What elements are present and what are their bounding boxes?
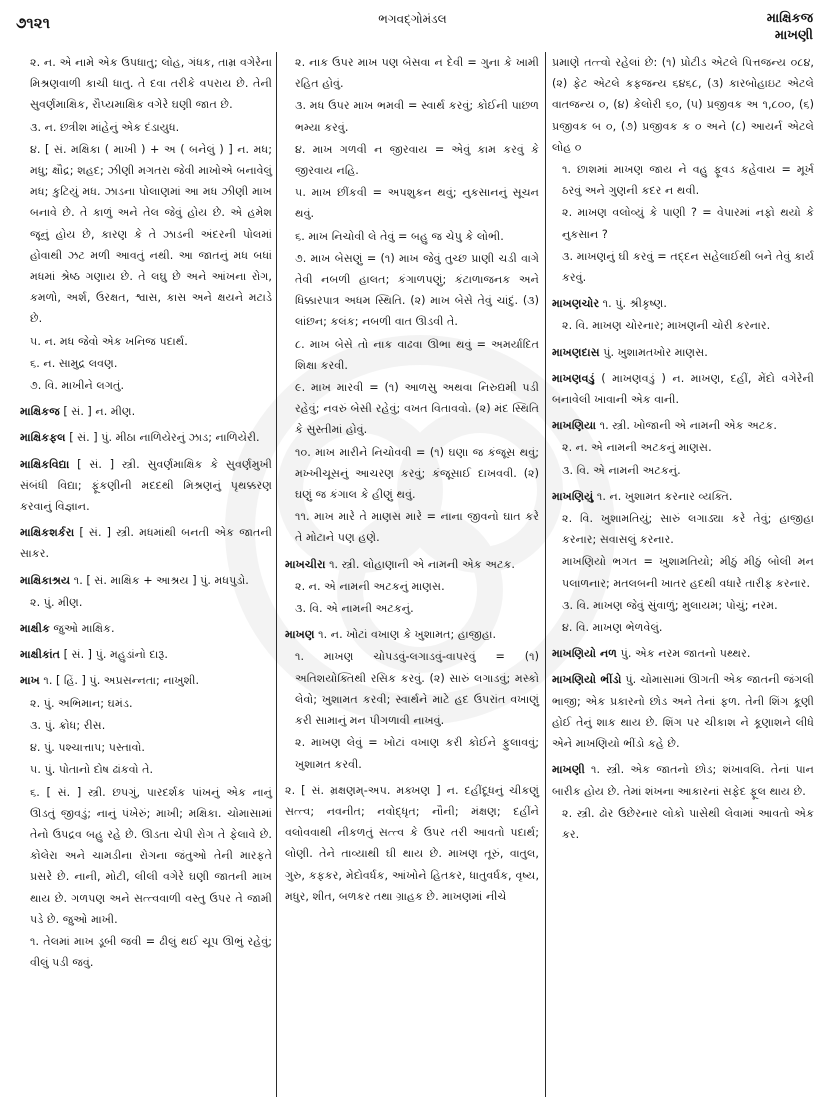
entry-sense: [20, 375, 272, 396]
definition-text: ૬. માખ નિચોવી લે તેવું = બહુ જ ચેપુ કે લોભી.: [295, 229, 504, 243]
entry-sense: [285, 598, 539, 619]
dictionary-entry: [285, 624, 539, 645]
definition-text: ૨. ન. એ નામે એક ઉપધાતુ; લોહ, ગંધક, તામ્ર વગેરેના મિશ્રણવાળી કાચી ધાતુ. તે દવા તરીકે વપરાય છે. તેની સુવર્ણમાક્ષિક, રૌપ્યમાક્ષિક વગેરે ઘણી જાત છે.: [30, 56, 272, 112]
definition-text: ૨. વિ. માખણ ચોરનાર; માખણની ચોરી કરનાર.: [562, 319, 771, 333]
definition-text: ૧. છાશમાં માખણ જાય ને વહુ ફૂવડ કહેવાય = મૂર્ખ ઠરવું અને ગુણની કદર ન થવી.: [562, 163, 814, 198]
headword: માખણી: [552, 763, 585, 777]
definition-text: ૪. [ સં. મક્ષિકા ( માખી ) + અ ( બનેલું ) ] ન. મધ; મધુ; ક્ષૌદ્ર; શહદ; ઝીણી મગતરા જેવી માખોએ બનાવેલું મધ; કુટિયું મધ. ઝાડના પોલાણમાં આ મધ ઝીણી માખ બનાવે છે. તે કાળું અને તેલ જેવું હોય છે. એ હમેશ જૂનું હોય છે, કારણ કે તે ઝાડની અંદરની પોલમાં હોવાથી ઝટ મળી આવતું નથી. આ જાતનું મધ બધાં મધમાં શ્રેષ્ઠ ગણાય છે. તે લઘુ છે અને આંખના રોગ, કમળો, અર્શ, ઉરક્ષત, શ્વાસ, કાસ અને ક્ષયને મટાડે છે.: [30, 142, 272, 326]
definition-text: ( માખણવડું ) ન. માખણ, દહીં, મેંદો વગેરેની બનાવેલી ખાવાની એક વાની.: [552, 371, 814, 407]
definition-text: ૫. માખ છીંકવી = અપશુકન થવું; નુકસાનનું સૂચન થવું.: [295, 186, 539, 221]
definition-text: ૧. [ હિં. ] પું. અપ્રસન્નતા; નાખુશી.: [39, 674, 200, 688]
definition-text: ૩. માખણનું ઘી કરવું = તદ્દન સહેલાઈથી બને તેવું કાર્ય કરવું.: [562, 249, 814, 285]
definition-text: ૨. ન. એ નામની અટકનું માણસ.: [562, 441, 712, 455]
definition-text: [ સં. ] ન. મીણ.: [59, 405, 136, 419]
entry-sense: [552, 595, 814, 616]
column-2: [285, 52, 539, 908]
definition-text: ૧. માખણ ચોપડવું-લગાડવું-વાપરવું = (૧) અતિશયોક્તિથી રસિક કરવું. (૨) સારું લગાડવું; મસ્કો લેવો; ખુશામત કરવી; સ્વાર્થને માટે હદ ઉપરાંત વખાણું કરી સામાનું મન પીગળાવી નાખવું.: [295, 650, 539, 728]
dictionary-entry: [552, 368, 814, 410]
definition-text: ૧. પું. શ્રીકૃષ્ણ.: [599, 297, 667, 311]
definition-text: ૨. પું. અભિમાન; ઘમંડ.: [30, 696, 133, 710]
entry-sense: [20, 715, 272, 736]
entry-sense: [285, 506, 539, 548]
entry-sense: [552, 315, 814, 336]
definition-text: ૪. પું. પશ્ચાત્તાપ; પસ્તાવો.: [30, 741, 145, 755]
headword: માક્ષીક: [20, 622, 50, 636]
entry-sense: [552, 551, 814, 593]
dictionary-entry: [20, 570, 272, 591]
entry-sense: [285, 226, 539, 247]
entry-sense: [552, 52, 814, 158]
definition-text: ૩. વિ. એ નામની અટકનું.: [295, 602, 414, 616]
entry-sense: [20, 737, 272, 758]
entry-sense: [20, 117, 272, 138]
headword: માક્ષિકશર્કરા: [20, 526, 75, 540]
definition-text: ૩. ન. છત્રીશ માંહેનું એક દંડાયુધ.: [30, 120, 180, 134]
entry-sense: [20, 139, 272, 330]
dictionary-entry: [285, 554, 539, 575]
headword: માખણિયા: [552, 419, 597, 433]
headword: માક્ષિકજ: [20, 405, 60, 419]
guide-word-first: માક્ષિકજ: [766, 11, 813, 26]
entry-sense: [285, 182, 539, 224]
definition-text: ૨. માખણ વલોવ્યું કે પાણી ? = વેપારમાં નફો થયો કે નુકસાન ?: [562, 206, 814, 241]
definition-text: માખણિયો ભગત = ખુશામતિયો; મીઠું મીઠું બોલી મન પલાળનાર; મતલબની ખાતર હદથી વધારે તારીફ કરનાર.: [562, 555, 814, 590]
column-divider: [276, 52, 277, 1097]
definition-text: પું. ખુશામતખોર માણસ.: [599, 345, 708, 359]
dictionary-entry: [552, 643, 814, 664]
definition-text: ૨. પું. મીણ.: [30, 595, 83, 609]
entry-sense: [552, 617, 814, 638]
entry-sense: [20, 931, 272, 973]
headword: માખણદાસ: [552, 345, 600, 359]
guide-word-last: માખણી: [774, 28, 813, 43]
entry-sense: [20, 592, 272, 613]
definition-text: ૬. ન. સામુદ્ર લવણ.: [30, 356, 118, 370]
guide-words: [767, 10, 813, 44]
entry-sense: [285, 646, 539, 731]
entry-sense: [552, 508, 814, 550]
entry-sense: [20, 353, 272, 374]
definition-text: ૧. ન. ખુશામત કરનાર વ્યક્તિ.: [593, 489, 733, 503]
headword: માખચીરા: [285, 557, 326, 571]
entry-sense: [20, 759, 272, 780]
definition-text: [ સં. ] પું. મહુડાંનો દારૂ.: [60, 648, 168, 662]
headword: માખણિયું: [552, 489, 594, 503]
headword: માક્ષિકવિદ્યા: [20, 457, 70, 471]
headword: માક્ષીકાંત: [20, 648, 61, 662]
dictionary-entry: [20, 644, 272, 665]
entry-sense: [285, 52, 539, 94]
definition-text: ૨. વિ. ખુશામતિયું; સારું લગાડ્યા કરે તેવું; હાજીહા કરનાર; સવાસલું કરનાર.: [562, 512, 814, 547]
headword: માખણ: [285, 628, 315, 642]
definition-text: જુઓ માક્ષિક.: [49, 622, 115, 636]
definition-text: ૧. સ્ત્રી. લોહાણાની એ નામની એક અટક.: [325, 557, 515, 571]
headword: માખણિયો નળ: [552, 647, 618, 661]
headword: માખ: [20, 674, 40, 688]
definition-text: ૧. ન. ખોટાં વખાણ કે ખુશામત; હાજીહા.: [314, 628, 497, 642]
definition-text: ૧૦. માખ મારીને નિચોવવી = (૧) ઘણા જ કંજૂસ થવું; મખ્ખીચૂસનું આચરણ કરવું; કંજૂસાઈ દાખવવી. (૨) ઘણું જ કંગાલ કે હીણું થવું.: [295, 445, 539, 502]
dictionary-entry: [552, 486, 814, 507]
entry-sense: [552, 460, 814, 481]
definition-text: ૩. વિ. માખણ જેવું સુંવાળું; મુલાયમ; પોચું; નરમ.: [562, 598, 778, 612]
definition-text: [ સં. ] પું. મીઠા નાળિયેરનું ઝાડ; નાળિયેરી.: [65, 431, 260, 445]
definition-text: ૨. સ્ત્રી. ઢોર ઉછેરનાર લોકો પાસેથી લેવામાં આવતો એક કર.: [562, 806, 814, 841]
page-number: ૭૧૨૧: [16, 14, 50, 32]
entry-sense: [285, 377, 539, 441]
definition-text: ૭. માખ બેસણું = (૧) માખ જેવું તુચ્છ પ્રાણી ચડી વાગે તેવી નબળી હાલત; કંગાળપણું; કંટાળાજનક અને ધિક્કારપાત્ર અધમ સ્થિતિ. (૨) માખ બેસે તેવું ચાંદું. (૩) લાંછન; કલંક; નબળી વાત ઊડવી તે.: [295, 251, 539, 329]
entry-sense: [20, 331, 272, 352]
entry-sense: [20, 782, 272, 930]
column-1: [20, 52, 272, 974]
entry-sense: [20, 52, 272, 116]
entry-sense: [552, 246, 814, 288]
definition-text: ૨. નાક ઉપર માખ પણ બેસવા ન દેવી = ગુના કે ખામી રહિત હોવું.: [295, 56, 539, 91]
definition-text: ૨. [ સં. મ્રક્ષણમ્-અપ. મક્ખણ ] ન. દહીંદૂધનું ચીકણું સત્ત્વ; નવનીત; નવોદ્ધૃત; નૌની; મંક્ષણ; દહીંને વલોવવાથી નીકળતું સત્ત્વ કે ઉપર તરી આવતો પદાર્થ; લોણી. તેને તાવ્યાથી ઘી થાય છે. માખણ તૂરું, વાતુલ, ગુરુ, કફકર, મેદોવર્ધક, આંખોને હિતકર, ધાતુવર્ધક, વૃષ્ય, મધુર, શીત, બળકર તથા ગ્રાહક છે. માખણમાં નીચે: [285, 783, 539, 903]
entry-sense: [285, 95, 539, 137]
definition-text: ૨. માખણ લેવું = ખોટાં વખાણ કરી કોઈને ફુલાવવું; ખુશામત કરવી.: [295, 736, 539, 771]
entry-sense: [285, 576, 539, 597]
definition-text: ૨. ન. એ નામની અટકનું માણસ.: [295, 579, 445, 593]
definition-text: ૩. વિ. એ નામની અટકનું.: [562, 463, 681, 477]
dictionary-entry: [552, 415, 814, 436]
definition-text: ૮. માખ બેસે તો નાક વાઢવા ઊભા થવું = અમર્યાદિત શિક્ષા કરવી.: [295, 337, 539, 372]
entry-sense: [285, 442, 539, 506]
definition-text: ૬. [ સં. ] સ્ત્રી. છપગું, પારદર્શક પાંખનું એક નાનું ઊડતું જીવડું; નાનું પંખેરું; માખી; મક્ષિકા. ચોમાસામાં તેનો ઉપદ્રવ બહુ રહે છે. ઊડતા ચેપી રોગ તે ફેલાવે છે. કોલેરા અને ચામડીના રોગના જંતુઓ તેની મારફતે પ્રસરે છે. નાની, મોટી, લીલી વગેરે ઘણી જાતની માખ થાય છે. ગળપણ અને સત્ત્વવાળી વસ્તુ ઉપર તે જામી પડે છે. જુઓ માખી.: [30, 785, 272, 926]
column-3: [552, 52, 814, 846]
entry-sense: [552, 159, 814, 201]
headword: માખણિયો ભીંડો: [552, 673, 622, 687]
entry-sense: [552, 803, 814, 845]
dictionary-entry: [20, 427, 272, 448]
entry-sense: [552, 437, 814, 458]
definition-text: [ સં. ] સ્ત્રી. મધમાંથી બનતી એક જાતની સાકર.: [20, 526, 272, 561]
running-title: ભગવદ્ગોમંડલ: [378, 12, 447, 26]
definition-text: ૭. વિ. માખીને લગતું.: [30, 379, 125, 393]
dictionary-entry: [20, 401, 272, 422]
definition-text: ૫. ન. મધ જેવો એક ખનિજ પદાર્થ.: [30, 334, 188, 348]
entry-sense: [285, 248, 539, 333]
entry-sense: [552, 202, 814, 244]
definition-text: ૧. તેલમાં માખ ડૂબી જવી = ઢીલું થઈ ચૂપ ઊભું રહેવું; વીલું પડી જવું.: [30, 934, 272, 970]
definition-text: ૪. વિ. માખણ ભેળવેલું.: [562, 621, 663, 635]
dictionary-entry: [552, 293, 814, 314]
definition-text: ૧. સ્ત્રી. એક જાતનો છોડ; શંખાવલિ. તેનાં પાન બારીક હોય છે. તેમાં શંખના આકારનાં સફેદ ફૂલ થાય છે.: [552, 763, 814, 798]
definition-text: ૪. માખ ગળવી ન જીરવાય = એવું કામ કરવું કે જીરવાય નહિ.: [295, 142, 539, 178]
entry-sense: [285, 334, 539, 376]
dictionary-entry: [20, 670, 272, 691]
entry-sense: [285, 139, 539, 181]
definition-text: ૯. માખ મારવી = (૧) આળસુ અથવા નિરુદ્યમી પડી રહેવું; નવરું બેસી રહેવું; વખત વિતાવવો. (૨) મંદ સ્થિતિ કે સુસ્તીમાં હોવું.: [295, 381, 539, 437]
dictionary-entry: [20, 522, 272, 564]
definition-text: ૧. સ્ત્રી. ખોજાની એ નામની એક અટક.: [596, 419, 777, 433]
column-divider: [545, 52, 546, 1097]
headword: માક્ષિકાશ્રય: [20, 573, 71, 587]
definition-text: પું. ચોમાસામાં ઊગતી એક જાતની જંગલી ભાજી; એક પ્રકારનો છોડ અને તેનાં ફળ. તેની શિંગ કૂણી હોઈ તેનું શાક થાય છે. શિંગ પર ચીકાશ ને કૂણાશને લીધે એને માખણિયો ભીંડો કહે છે.: [552, 673, 814, 751]
dictionary-entry: [552, 759, 814, 801]
definition-text: પ્રમાણે તત્ત્વો રહેલાં છે: (૧) પ્રોટીડ એટલે પિત્તજન્ય ૦૮૪, (૨) ફેટ એટલે કફજન્ય ૬૪૬૮, (૩) કારબોહાઇટ એટલે વાતજન્ય ૦, (૪) કેલોરી ૬૦, (૫) પ્રજીવક અ ૧,૮૦૦, (૬) પ્રજીવક બ ૦, (૭) પ્રજીવક ક ૦ અને (૮) આયર્ન એટલે લોહ ૦: [552, 56, 814, 154]
definition-text: ૩. પું. ક્રોધ; રીસ.: [30, 718, 106, 732]
dictionary-entry: [552, 669, 814, 754]
dictionary-entry: [285, 780, 539, 907]
page-header: [0, 0, 825, 50]
headword: માક્ષિકફલ: [20, 431, 66, 445]
dictionary-entry: [20, 454, 272, 518]
definition-text: ૩. મધ ઉપર માખ ભમવી = સ્વાર્થ કરવું; કોઈની પાછળ ભમ્યા કરવું.: [295, 99, 539, 134]
dictionary-entry: [552, 342, 814, 363]
definition-text: ૫. પું. પોતાનો દોષ ઢાંકવો તે.: [30, 763, 154, 777]
entry-sense: [285, 732, 539, 774]
definition-text: ૧. [ સં. માક્ષિક + આશ્રય ] પું. મધપુડો.: [70, 573, 249, 587]
definition-text: પું. એક નરમ જાતનો પથ્થર.: [617, 647, 751, 661]
definition-text: [ સં. ] સ્ત્રી. સુવર્ણમાક્ષિક કે સુવર્ણમુખી સંબંધી વિદ્યા; ફૂંકણીની મદદથી મિશ્રણનું પૃથક્કરણ કરવાનું વિજ્ઞાન.: [20, 457, 272, 514]
definition-text: ૧૧. માખ મારે તે માણસ મારે = નાના જીવનો ઘાત કરે તે મોટાને પણ હણે.: [295, 510, 539, 545]
entry-sense: [20, 693, 272, 714]
dictionary-entry: [20, 618, 272, 639]
headword: માખણવડું: [552, 371, 595, 385]
headword: માખણચોર: [552, 297, 600, 311]
